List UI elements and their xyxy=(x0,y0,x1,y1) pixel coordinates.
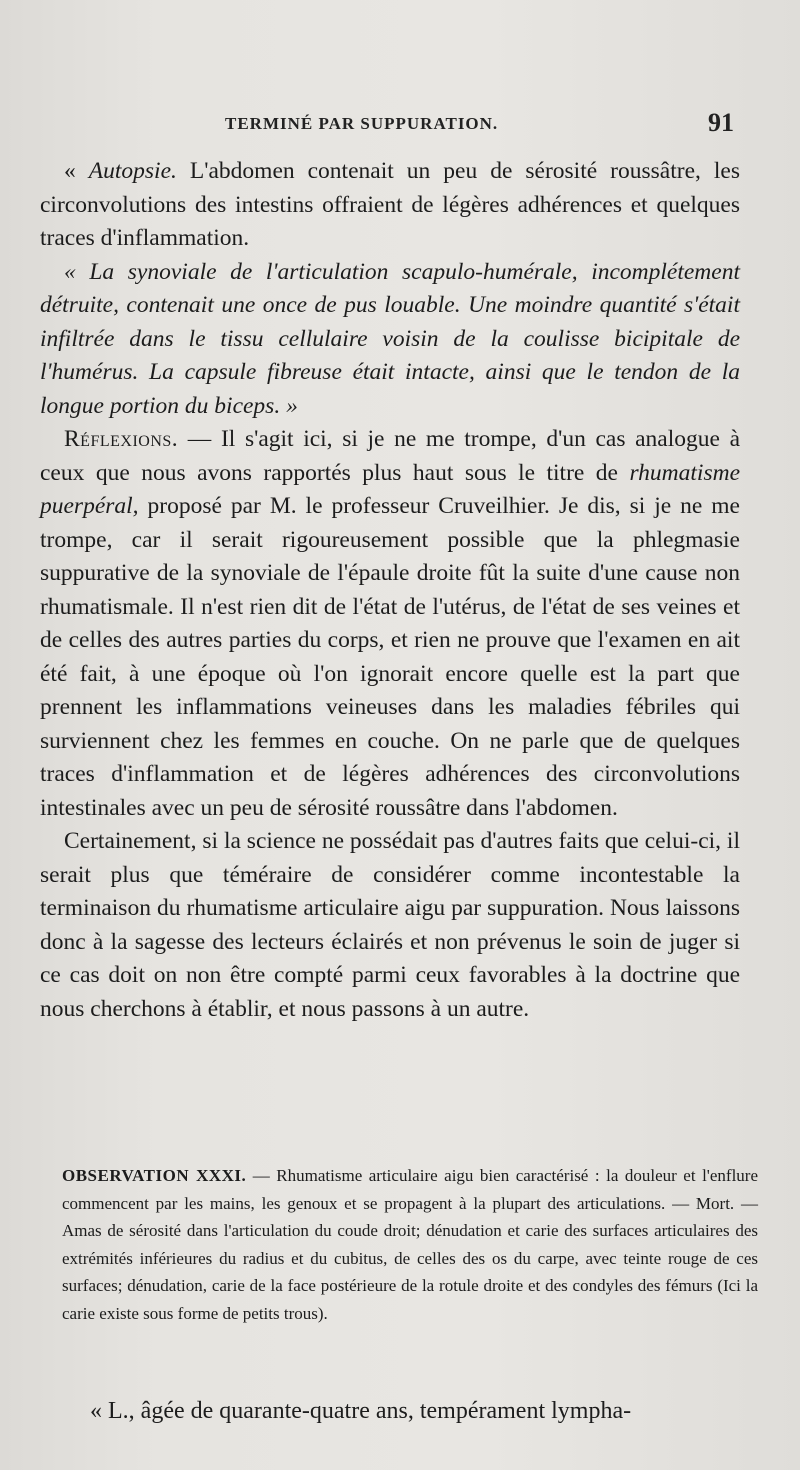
reflexions-heading: Réflexions. xyxy=(64,426,179,452)
running-title: TERMINÉ PAR SUPPURATION. xyxy=(225,114,499,133)
observation-heading: OBSERVATION XXXI. xyxy=(62,1166,247,1185)
page-header xyxy=(40,108,740,138)
reflexions-text-b: proposé par M. le professeur Cruveilhier. Je dis, si je ne me trompe, car il serait rigoureusement possible que la phlegmasie suppurative de la synoviale de l'épaule droite fût la suite d'une cause non rhumatismale. Il n'est rien dit de l'état de l'utérus, de l'état de ses veines et de celles des autres parties du corps, et rien ne prouve que l'examen en ait été fait, à une époque où l'on ignorait encore quelle est la part que prennent les inflammations veineuses dans les maladies fébriles qui surviennent chez les femmes en couche. On ne parle que de quelques traces d'inflammation et de légères adhérences des circonvolutions intestinales avec un peu de sérosité roussâtre dans l'abdomen. xyxy=(40,493,740,821)
final-line: « L., âgée de quarante-quatre ans, tempérament lympha- xyxy=(90,1398,632,1424)
observation-block xyxy=(62,1162,758,1327)
paragraph-autopsie xyxy=(40,155,740,256)
paragraph-reflexions xyxy=(40,423,740,825)
autopsie-text: L'abdomen contenait un peu de sérosité roussâtre, les circonvolutions des intestins offraient de légères adhérences et quelques traces d'inflammation. xyxy=(40,158,740,251)
paragraph-synoviale: « La synoviale de l'articulation scapulo-humérale, incomplétement détruite, contenait une once de pus louable. Une moindre quantité s'était infiltrée dans le tissu cellulaire voisin de la coulisse bicipitale de l'humérus. La capsule fibreuse était intacte, ainsi que le tendon de la longue portion du biceps. » xyxy=(40,258,740,419)
body-text xyxy=(40,155,740,1026)
reflexions-text-a: — Il s'agit ici, si je ne me trompe, d'un cas analogue à ceux que nous avons rapportés plus haut sous le titre de xyxy=(40,426,740,486)
reflexions-italic: rhumatisme puerpéral, xyxy=(40,459,740,519)
observation-text: — Rhumatisme articulaire aigu bien caractérisé : la douleur et l'enflure commencent par les mains, les genoux et se propagent à la plupart des articulations. — Mort. — Amas de sérosité dans l'articulation du coude droit; dénudation et carie des surfaces articulaires des extrémités inférieures du radius et du cubitus, de celles des os du carpe, avec teinte rouge de ces surfaces; dénudation, carie de la face postérieure de la rotule droite et des condyles des fémurs (Ici la carie existe sous forme de petits trous). xyxy=(62,1166,758,1323)
page-number: 91 xyxy=(708,108,734,137)
paragraph-certainement: Certainement, si la science ne possédait pas d'autres faits que celui-ci, il serait plus que téméraire de considérer comme incontestable la terminaison du rhumatisme articulaire aigu par suppuration. Nous laissons donc à la sagesse des lecteurs éclairés et non prévenus le soin de juger si ce cas doit on non être compté parmi ceux favorables à la doctrine que nous cherchons à établir, et nous passons à un autre. xyxy=(40,828,740,1022)
quote-mark: « xyxy=(64,158,89,184)
autopsie-label: Autopsie. xyxy=(88,158,177,184)
